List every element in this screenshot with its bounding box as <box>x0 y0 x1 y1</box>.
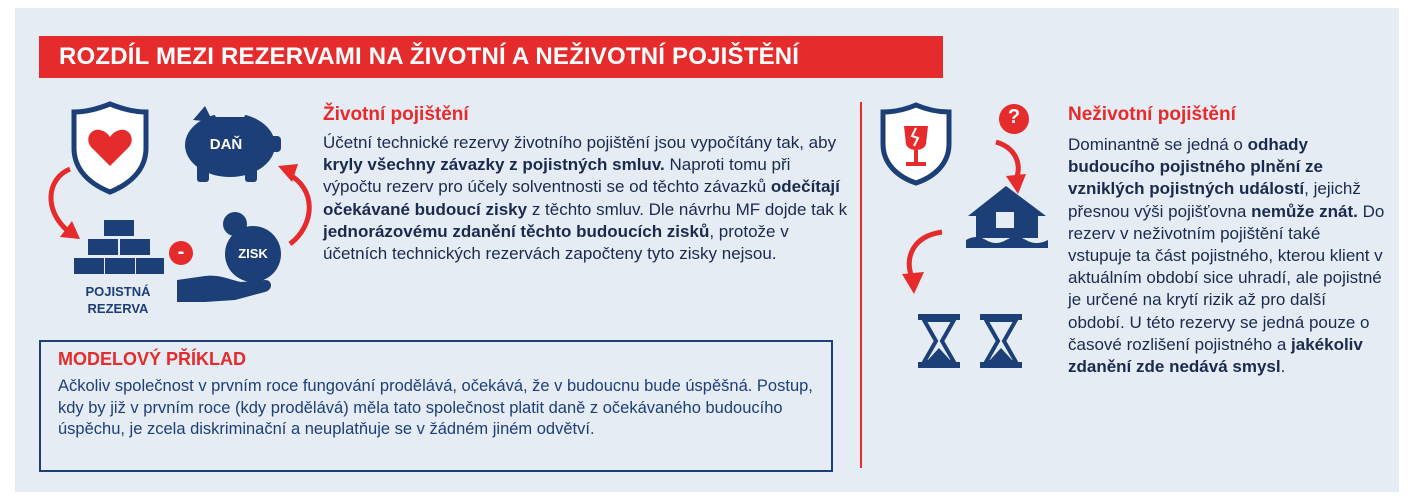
bold-text: odhady budoucího pojistného plnění ze vzniklých pojistných událostí <box>1068 135 1323 199</box>
bold-text: jednorázovému zdanění těchto budoucích zisků <box>323 221 710 241</box>
flooded-house-icon <box>962 182 1052 252</box>
curved-arrow-down-left-icon <box>898 228 948 298</box>
bold-text: kryly všechny závazky z pojistných smluv. <box>323 155 665 175</box>
text-run: Dominantně se jedná o <box>1068 135 1248 154</box>
text-run: Účetní technické rezervy životního pojištění jsou vypočítány tak, aby <box>323 133 837 152</box>
example-text: Ačkoliv společnost v prvním roce fungování prodělává, očekává, že v budoucnu bude úspěšná. Postup, kdy by již v prvním roce (kdy prodělává) měla tato společnost platit daně z očekávaného budoucího úspěchu, je zcela diskriminační a neuplatňuje se v žádném jiném odvětví. <box>58 377 813 438</box>
hourglass-icon <box>978 312 1024 370</box>
gold-bars-icon <box>74 218 164 278</box>
bold-text: jakékoliv zdanění zde nedává smysl <box>1068 334 1363 377</box>
profit-label: ZISK <box>238 246 268 261</box>
text-run: , protože v účetních technických rezervách započteny tyto zisky nejsou. <box>323 221 789 264</box>
text-run: Naproti tomu při výpočtu rezerv pro účely solventnosti se od těchto závazků <box>323 155 791 197</box>
text-run: z těchto smluv. Dle návrhu MF dojde tak k <box>527 199 848 219</box>
shield-broken-glass-icon <box>880 102 952 186</box>
nonlife-insurance-text <box>1068 134 1386 378</box>
text-run: Do rezerv v neživotním pojištění také vstupuje ta část pojistného, kterou klient v aktuálním období sice uhradí, ale pojistné je určené na krytí rizik až pro další období. U této rezervy se jedná pouze o časové rozlišení pojistného a <box>1068 201 1385 354</box>
example-heading: MODELOVÝ PŘÍKLAD <box>58 349 247 369</box>
question-mark: ? <box>1007 106 1021 128</box>
text-run: . <box>1280 357 1286 377</box>
page-title: ROZDÍL MEZI REZERVAMI NA ŽIVOTNÍ A NEŽIVOTNÍ POJIŠTĚNÍ <box>39 36 943 78</box>
bold-text: nemůže znát. <box>1251 201 1358 221</box>
piggy-bank-label: DAŇ <box>209 136 243 153</box>
bold-text: odečítají očekávané budoucí zisky <box>323 177 840 219</box>
life-insurance-text <box>323 132 853 265</box>
section-divider <box>860 102 862 468</box>
text-run: , jejichž přesnou výši pojišťovna <box>1068 179 1361 221</box>
life-insurance-heading: Životní pojištění <box>323 104 469 125</box>
minus-sign: - <box>177 241 185 263</box>
hourglass-icon <box>916 312 962 370</box>
nonlife-insurance-heading: Neživotní pojištění <box>1068 104 1236 125</box>
reserve-label: POJISTNÁ REZERVA <box>85 284 151 316</box>
